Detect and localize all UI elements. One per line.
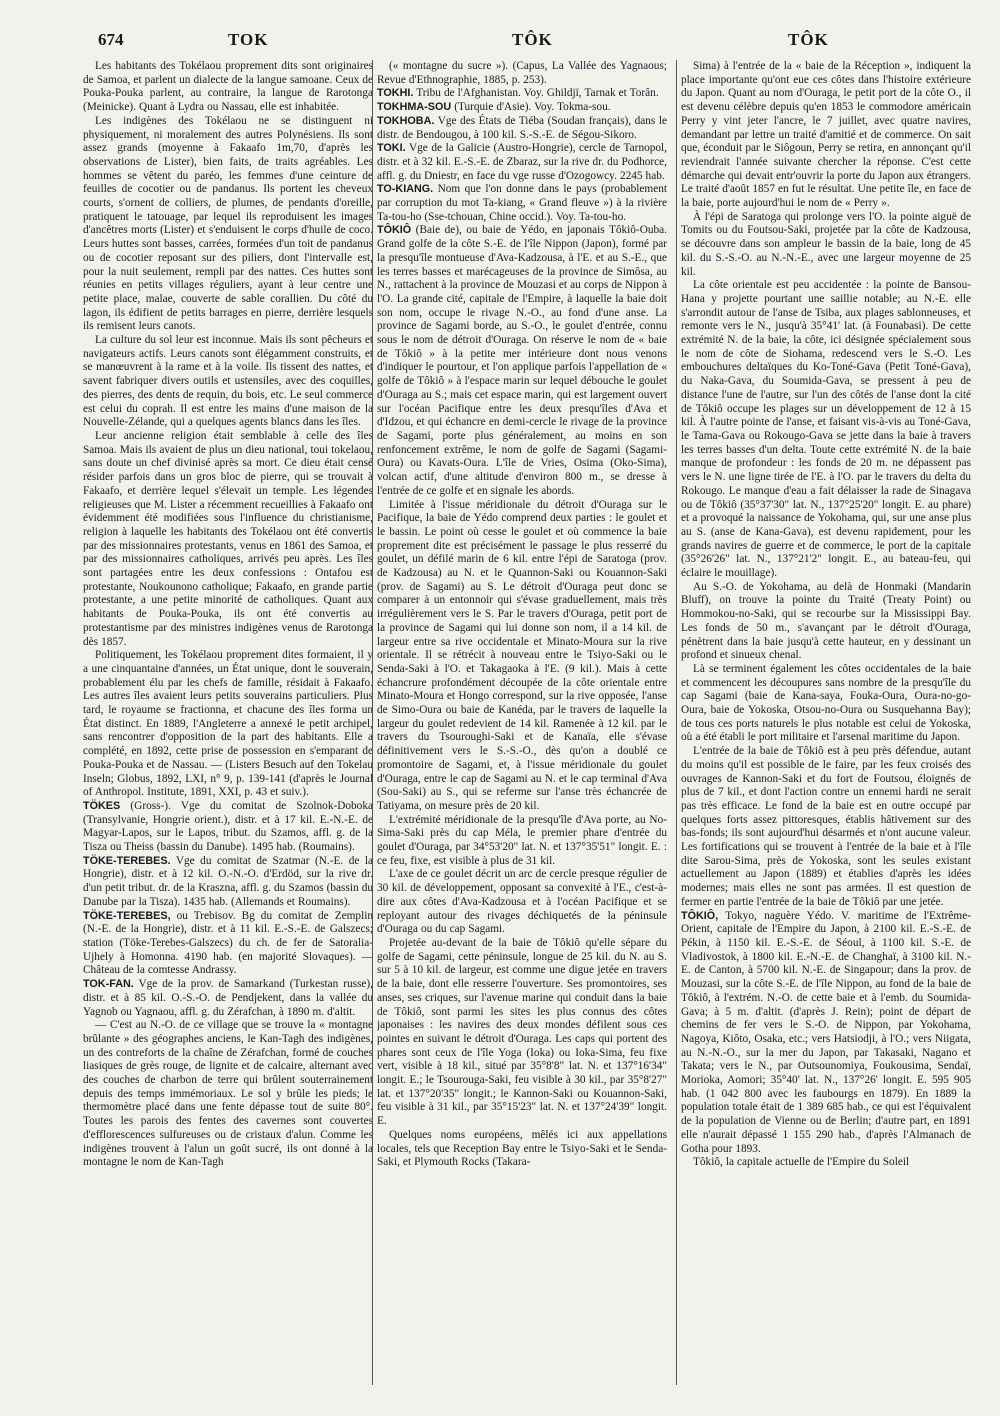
column-rule — [676, 60, 677, 1385]
entry-headword: TOK-FAN. — [83, 978, 134, 991]
running-head-right: TÔK — [788, 30, 829, 49]
entry-headword: TO-KIANG. — [377, 183, 434, 196]
paragraph-text: Vge des États de Tiéba (Soudan français), dans le distr. de Bendougou, à 100 kil. S.-S.-E. de Ségou-Sikoro. — [377, 114, 667, 141]
entry-headword: TOKHOBA. — [377, 114, 435, 127]
paragraph — [83, 60, 373, 115]
column-2 — [377, 60, 667, 1385]
paragraph — [83, 334, 373, 430]
dictionary-entry — [377, 87, 667, 101]
paragraph-text: Vge du comitat de Szatmar (N.-E. de la Hongrie), distr. et à 12 kil. O.-N.-O. d'Erdöd, sur la rive dr. d'un petit tribut. dr. de la Kraszna, affl. g. du Szamos (bassin du Danube par la Tisza). 1435 hab. (Allemands et Roumains). — [83, 854, 373, 908]
paragraph — [681, 1156, 971, 1170]
paragraph-text: Les indigènes des Tokélaou ne se distinguent ni physiquement, ni moralement des autres Polynésiens. Ils sont assez grands (moyenne à Fakaafo 1m,70, d'après les observations de Lister), bien faits, de traits agréables. Les hommes se vêtent du paréo, les femmes d'une ceinture de feuilles de cocotier ou de pandanus. Ils portent les cheveux courts, s'ornent de colliers, de plumes, de pendants d'oreille, pratiquent le tatouage, par lequel ils reproduisent les images d'ancêtres morts (Lister) et s'enduisent le corps d'huile de coco. Leurs huttes sont basses, carrées, formées d'un toit de pandanus ou de cocotier reposant sur des piliers, dont l'intervalle est, pour la nuit seulement, rempli par des nattes. Ces huttes sont réunies en petits villages réguliers, ayant à leur centre une petite place, malae, couverte de sable corallien. Du côté du lagon, ils édifient de petits barrages en pierre, derrière lesquels ils remisent leurs canots. — [83, 114, 373, 333]
paragraph — [377, 868, 667, 937]
paragraph-text: Leur ancienne religion était semblable à celle des îles Samoa. Mais ils avaient de plus un dieu national, toui tokelaou, sans doute un chef divinisé après sa mort. Ce dieu était censé résider parfois dans un gros bloc de pierre, qui se trouvait à Fakaafo, et derrière lequel s'élevait un temple. Les légendes religieuses que M. Lister a récemment recueillies à Fakaafo ont évidemment été modifiées sous l'influence du christianisme, religion à laquelle les habitants des Tokélaou ont été convertis par des missionnaires protestants, venus en 1861 des Samoa, et par des missionnaires catholiques, arrivés peu après. Les îles sont partagées entre les deux confessions : Ontafou est protestante, Noukounono catholique; Fakaafo, en grande partie protestante, a une petite minorité de catholiques. Quant aux habitants de Pouka-Pouka, ils ont été convertis au protestantisme par des ministres indigènes venus de Rarotonga dès 1857. — [83, 429, 373, 648]
paragraph-text: Tôkiô, la capitale actuelle de l'Empire du Soleil — [693, 1156, 910, 1169]
paragraph — [83, 1019, 373, 1170]
running-head-left: TOK — [228, 30, 269, 49]
dictionary-entry — [377, 115, 667, 142]
paragraph-text: L'axe de ce goulet décrit un arc de cercle presque régulier de 30 kil. de développement, opposant sa convexité à l'E., c'est-à-dire aux côtes d'Ava-Kadzousa et à l'océan Pacifique et se reployant autour des rivages déchiquetés de la péninsule d'Ouraga ou du cap Sagami. — [377, 868, 667, 936]
column-1 — [83, 60, 373, 1385]
paragraph-text: — C'est au N.-O. de ce village que se trouve la « montagne brûlante » des géographes anciens, le Kan-Tagh des indigènes, un des contreforts de la chaîne de Zérafchan, formé de couches liasiques de grès rouge, de lignite et de calcaire, alternant avec des couches de charbon de terre qui brûlent souterrainement depuis des temps immémoriaux. Le sol y brûle les pieds; le thermomètre placé dans une fente dépasse tout de suite 80°. Toutes les parois des fentes des cavernes sont couvertes d'efflorescences sulfureuses ou de cristaux d'alun. Comme les indigènes trouvent à l'alun un goût sucré, ils ont donné à la montagne le nom de Kan-Tagh — [83, 1019, 373, 1169]
dictionary-entry — [83, 910, 373, 979]
paragraph-text: Limitée à l'issue méridionale du détroit d'Ouraga sur le Pacifique, la baie de Yédo comprend deux parties : le goulet et le bassin. Le point où cesse le goulet et où commence la baie proprement dite est précisément le passage le plus resserré du goulet, un défilé marin de 6 kil. entre l'épi de Saratoga (prov. de Kadzousa) au N. et le Quannon-Saki ou Kouannon-Saki (prov. de Sagami) au S. Le détroit d'Ouraga peut donc se comparer à un entonnoir qui s'évase graduellement, mais très irrégulièrement vers le S. Par le travers d'Ouraga, petit port de la province de Sagami qui lui donne son nom, il a 14 kil. de largeur entre sa rive occidentale et Minato-Moura sur la rive orientale. Il se rétrécit à nouveau entre le Tsiyo-Saki ou le Senda-Saki à l'O. et Takagaoka à l'E. (9 kil.). Mais à cette échancrure profondément découpée de la côte orientale entre Minato-Moura et Hongo correspond, sur la rive opposée, l'anse de Simo-Oura ou baie de Kanéda, par le travers de laquelle la largeur du goulet redevient de 14 kil. Ramenée à 12 kil. par le travers du Tsouroughi-Saki et de Kanaïa, elle s'évase définitivement vers le S.-S.-O., dès qu'on a doublé ce promontoire de Sagami, et, à l'issue méridionale du goulet d'Ouraga, entre le cap de Sagami au N. et le cap terminal d'Ava (Sou-Saki) au S., qui se referme sur l'anse très échancrée de Tatiyama, on mesure près de 20 kil. — [377, 498, 667, 812]
dictionary-entry — [83, 855, 373, 910]
paragraph — [83, 649, 373, 800]
paragraph-text: Vge de la prov. de Samarkand (Turkestan russe), distr. et à 85 kil. O.-S.-O. de Pendjekent, dans la vallée du Yagnob ou Yagnaou, affl. g. du Zérafchan, à 1890 m. d'altit. — [83, 978, 373, 1018]
column-rule — [372, 60, 373, 1385]
paragraph-text: Sima) à l'entrée de la « baie de la Réception », indiquent la place importante qu'ont eue ces côtes dans l'histoire extérieure du Japon. Quant au nom d'Ouraga, le petit port de la côte O., il est devenu célèbre depuis qu'en 1853 le commodore américain Perry y vint jeter l'ancre, le 7 juillet, avec quatre navires, demandant par lettre un traité d'amitié et de commerce. On sait que, éconduit par le Siôgoun, Perry se retira, en annonçant qu'il reviendrait l'année suivante chercher la réponse. C'est cette démarche qui devait entr'ouvrir la porte du Japon aux étrangers. Le traité d'août 1857 en fut le résultat. Une petite île, en face de la baie, porte aujourd'hui le nom de « Perry ». — [681, 60, 971, 210]
paragraph-text: Vge de la Galicie (Austro-Hongrie), cercle de Tarnopol, distr. et à 32 kil. E.-S.-E. de Zbaraz, sur la rive dr. du Podhorce, affl. g. du Dniestr, en face du vge russe d'Ozogowcy. 2245 hab. — [377, 142, 667, 182]
paragraph — [83, 115, 373, 334]
paragraph-text: (Gross-). Vge du comitat de Szolnok-Doboka (Transylvanie, Hongrie orient.), distr. et à 17 kil. E.-N.-E. de Magyar-Lapos, sur le Lapos, tribut. du Szamos, affl. g. de la Tisza ou Theiss (bassin du Danube). 1495 hab. (Roumains). — [83, 799, 373, 854]
paragraph — [681, 745, 971, 909]
column-3 — [681, 60, 971, 1385]
paragraph-text: (« montagne du sucre »). (Capus, La Vallée des Yagnaous; Revue d'Ethnographie, 1885, p. 253). — [377, 60, 667, 86]
paragraph-text: Quelques noms européens, mêlés ici aux appellations locales, tels que Reception Bay entre le Tsiyo-Saki et le Senda-Saki, et Plymouth Rocks (Takara- — [377, 1128, 667, 1169]
paragraph-text: La côte orientale est peu accidentée : la pointe de Bansou-Hana y projette pourtant une saillie notable; au N.-E. elle s'arrondit autour de l'anse de Tsiba, aux plages sablonneuses, et remonte vers le N., jusqu'à 35°41' lat. (à Founabasi). De cette extrémité N. de la baie, la côte, ici désignée spécialement sous le nom de côte de Siohama, redescend vers le S.-O. Les embouchures deltaïques du Ko-Toné-Gava (Petit Toné-Gava), du Naka-Gava, du Soumida-Gava, se pressent à peu de distance l'une de l'autre, sur l'un des côtés de l'anse dont la cité de Tôkiô occupe les plages sur un développement de 12 à 15 kil. À l'autre pointe de l'anse, et faisant vis-à-vis au Toné-Gava, le Tama-Gava ou Rokougo-Gava se jette dans la baie à travers les terres basses d'un delta. Toute cette extrémité N. de la baie manque de profondeur : les fonds de 20 m. ne dépassent pas vers le N. une ligne tirée de l'E. à l'O. par le travers du delta du Rokougo. Le manque d'eau a fait délaisser la rade de Sinagava ou de Tôkiô (35°37'30" lat. N., 137°25'20" longit. E. au phare) et a provoqué la naissance de Yokohama, qui, sur une anse plus au S. (anse de Kana-Gava), est devenu rapidement, pour les grands navires de guerre et de commerce, le port de la capitale (35°26'26" lat. N., 137°21'2" longit. E., au bateau-feu, qui éclaire le mouillage). — [681, 279, 971, 580]
paragraph — [681, 60, 971, 211]
paragraph-text: Tribu de l'Afghanistan. Voy. Ghildjï, Tarnak et Torân. — [413, 87, 659, 100]
entry-headword: TÖKE-TEREBES. — [83, 854, 171, 867]
paragraph-text: Les habitants des Tokélaou proprement dits sont originaires de Samoa, et parlent un dialecte de la langue samoane. Ceux de Pouka-Pouka parlent, au contraire, la langue de Rarotonga (Meinicke). Quant à Lydra ou Nassau, elle est inhabitée. — [83, 60, 373, 114]
entry-headword: TOKI. — [377, 142, 406, 155]
dictionary-entry — [83, 800, 373, 855]
paragraph-text: Là se terminent également les côtes occidentales de la baie et commencent les découpures sans nombre de la presqu'île du cap Sagami (baie de Kana-saya, Fouka-Oura, Oura-no-go-Oura, baie de Yokoska, Otsou-no-Oura ou Susquehanna Bay); de tous ces ports naturels le plus notable est celui de Yokoska, où a été établi le port militaire et l'arsenal maritime du Japon. — [681, 662, 971, 744]
paragraph — [681, 211, 971, 280]
entry-headword: TÔKIÔ — [377, 224, 412, 237]
paragraph-text: La culture du sol leur est inconnue. Mais ils sont pêcheurs et navigateurs actifs. Leurs canots sont élégamment construits, et se manœuvrent à la rame et à la voile. Ils tissent des nattes, et savent fabriquer divers outils et ustensiles, avec des coquilles, des pierres, des dents de requin, du bois, etc. Le seul commerce est celui du coprah. Il est entre les mains d'une maison de la Nouvelle-Zélande, qui a quelques agents blancs dans les îles. — [83, 334, 373, 429]
entry-headword: TÖKE-TEREBES, — [83, 909, 171, 922]
paragraph — [377, 60, 667, 87]
paragraph-text: L'extrémité méridionale de la presqu'île d'Ava porte, au No-Sima-Saki près du cap Méla, le premier phare d'entrée du goulet d'Ouraga, par 34°53'20" lat. N. et 137°35'51" longit. E. : ce feu, fixe, est visible à plus de 31 kil. — [377, 813, 667, 867]
dictionary-entry — [377, 224, 667, 498]
paragraph — [377, 937, 667, 1129]
paragraph — [83, 430, 373, 649]
entry-headword: TOKHI. — [377, 87, 414, 100]
paragraph-text: À l'épi de Saratoga qui prolonge vers l'O. la pointe aiguë de Tomits ou du Foutsou-Saki, projetée par la côte de Kadzousa, se découvre dans son ampleur le bassin de la baie, long de 45 kil. du S.-S.-O. au N.-N.-E., avec une largeur moyenne de 25 kil. — [681, 210, 971, 278]
dictionary-entry — [377, 183, 667, 224]
paragraph-text: (Baie de), ou baie de Yédo, en japonais Tôkiô-Ouba. Grand golfe de la côte S.-E. de l'île Nippon (Japon), formé par la presqu'île montueuse d'Ava-Kadzousa, à l'E. et au S.-E., que les terres basses et marécageuses de la province de Simôsa, au N., rattachent à la province de Mouzasi et au corps de Nippon à l'O. La grande cité, capitale de l'Empire, à laquelle la baie doit son nom, occupe le rivage N.-O., au fond d'une anse. La province de Sagami borde, au S.-O., le goulet d'entrée, connu sous le nom de détroit d'Ouraga. On réserve le nom de « baie de Tôkiô » à la petite mer intérieure dont nous venons d'indiquer le pourtour, et l'on applique parfois l'appellation de « golfe de Tôkiô » à l'espace marin sur lequel débouche le goulet d'Ouraga au S.; mais cet espace marin, qui est largement ouvert sur l'océan Pacifique entre les deux presqu'îles d'Ava et d'Idzou, et qui échancre en demi-cercle le rivage de la province de Sagami, porte plus généralement, au moins en son renfoncement extrême, le nom de golfe de Sagami (Sagami-Oura) ou Kavats-Oura. L'île de Vries, Osima (Oko-Sima), volcan actif, d'une altitude d'environ 800 m., se dresse à l'entrée de ce golfe et en signale les abords. — [377, 224, 667, 497]
paragraph-text: L'entrée de la baie de Tôkiô est à peu près défendue, autant du moins qu'il est possible de le faire, par les feux croisés des ouvrages de Kannon-Saki et du fort de Foutsou, éloignés de plus de 7 kil., et dont l'action contre un ennemi hardi ne serait pas très efficace. Le fond de la baie est en outre occupé par quelques forts assez pittoresques, établis hâtivement sur des bas-fonds; ils sont aujourd'hui désarmés et n'ont aucune valeur. Les fortifications qui se trouvent à l'entrée de la baie et à l'île dite Sarou-Sima, près de Yokoska, sont les seules existant actuellement au Japon (1889) et établies d'après les idées modernes; mais elles ne sont pas armées. Il est question de fermer en partie l'entrée de la baie de Tôkiô par une jetée. — [681, 745, 971, 908]
dictionary-entry — [377, 142, 667, 183]
paragraph — [681, 279, 971, 580]
page-number: 674 — [98, 30, 124, 49]
paragraph — [377, 499, 667, 814]
entry-headword: TÔKIÔ, — [681, 909, 719, 922]
dictionary-entry — [377, 101, 667, 115]
paragraph — [681, 663, 971, 745]
paragraph-text: ou Trebisov. Bg du comitat de Zemplin (N.-E. de la Hongrie), distr. et à 11 kil. E.-S.-E. de Galszecs; station (Töke-Terebes-Galszecs) du ch. de fer de Satoralia-Ujhely à Homonna. 4190 hab. (en majorité Slovaques). — Château de la comtesse Andrassy. — [83, 909, 373, 977]
paragraph-text: Politiquement, les Tokélaou proprement dites formaient, il y a une cinquantaine d'années, un État unique, dont le souverain, probablement élu par les chefs de famille, résidait à Fakaafo. Les autres îles avaient leurs petits souverains particuliers. Plus tard, le royaume se fractionna, et chacune des îles forma un État distinct. En 1889, l'Angleterre a annexé le petit archipel, sans rencontrer d'opposition de la part des habitants. Elle a complété, en 1892, cette prise de possession en s'emparant de Pouka-Pouka et de Nassau. — (Listers Besuch auf den Tokelau Inseln; Globus, 1892, LXI, n° 9, p. 139-141 (d'après le Journal of Anthropol. Institute, 1891, XXI, p. 43 et suiv.). — [83, 649, 373, 799]
paragraph — [377, 814, 667, 869]
paragraph — [377, 1129, 667, 1170]
paragraph — [681, 581, 971, 663]
dictionary-entry — [83, 978, 373, 1019]
paragraph-text: Au S.-O. de Yokohama, au delà de Honmaki (Mandarin Bluff), on trouve la pointe du Traité (Treaty Point) ou Hommokou-no-Saki, qui se recourbe sur la Mississippi Bay. Les fonds de 50 m., s'avançant par le détroit d'Ouraga, pénètrent dans la baie jusqu'à cette hauteur, en y dessinant un profond et sinueux chenal. — [681, 580, 971, 662]
dictionary-entry — [681, 910, 971, 1157]
paragraph-text: Projetée au-devant de la baie de Tôkiô qu'elle sépare du golfe de Sagami, cette péninsule, longue de 25 kil. du N. au S. sur 5 à 10 kil. de largeur, est comme une digue jetée en travers de la baie, dont elle resserre l'ouverture. Ses promontoires, ses anses, ses criques, sur l'avenue marine qui conduit dans la baie de Tôkiô, sont parmi les sites les plus connus des côtes japonaises : les navires des deux mondes défilent sous ces pointes en suivant le détroit d'Ouraga. Les caps qui portent des phares sont ceux de l'île Yoga (Ioka) ou Ioka-Sima, feu fixe vert, visible à 18 kil., situé par 35°8'8" lat. N. et 137°16'34" longit. E.; le Tsourouga-Saki, feu visible à 30 kil., par 35°8'27" lat. et 137°20'35" longit.; le Kannon-Saki ou Kouannon-Saki, feu visible à 31 kil., par 35°15'23" lat. N. et 137°24'39" longit. E. — [377, 937, 667, 1128]
entry-headword: TOKHMA-SOU — [377, 101, 452, 114]
paragraph-text: Nom que l'on donne dans le pays (probablement par corruption du mot Ta-kiang, « Grand fleuve ») à la rivière Ta-tou-ho (Sse-tchouan, Chine occid.). Voy. Ta-tou-ho. — [377, 183, 667, 223]
page-header — [0, 30, 1000, 60]
paragraph-text: Tokyo, naguère Yédo. V. maritime de l'Extrême-Orient, capitale de l'Empire du Japon, à 2100 kil. E.-S.-E. de Pékin, à 1150 kil. E.-S.-E. de Séoul, à 1100 kil. S.-E. de Vladivostok, à 1800 kil. E.-N.-E. de Changhaï, à 3100 kil. N.-E. de Canton, à 5700 kil. N.-E. de Singapour; dans la prov. de Mouzasi, sur la côte S.-E. de l'île Nippon, au fond de la baie de Tôkiô, à l'extrém. N.-O. de cette baie et à l'emb. du Soumida-Gava; à 5 m. d'altit. (d'après J. Rein); point de départ de chemins de fer vers le S.-O. de Nippon, par Yokohama, Nagoya, Kiôto, Osaka, etc.; vers Hatsiodji, à l'O.; vers Niigata, au N.-N.-O., sur la mer du Japon, par Takasaki, Nagano et Takata; vers le N., par Outsounomiya, Foukousima, Sendaï, Morioka, Aomori; 35°40' lat. N., 137°26' longit. E. 595 905 hab. (1 042 800 avec les faubourgs en 1879). En 1889 la population totale était de 1 389 685 hab., ce qui est l'équivalent de la population de Vienne ou de Berlin; d'autre part, en 1891 elle n'aurait dépassé 1 155 290 hab., d'après l'Almanach de Gotha pour 1893. — [681, 909, 971, 1155]
running-head-center: TÔK — [512, 30, 553, 49]
text-columns — [83, 60, 971, 1390]
paragraph-text: (Turquie d'Asie). Voy. Tokma-sou. — [451, 101, 611, 114]
entry-headword: TÖKES — [83, 799, 121, 812]
